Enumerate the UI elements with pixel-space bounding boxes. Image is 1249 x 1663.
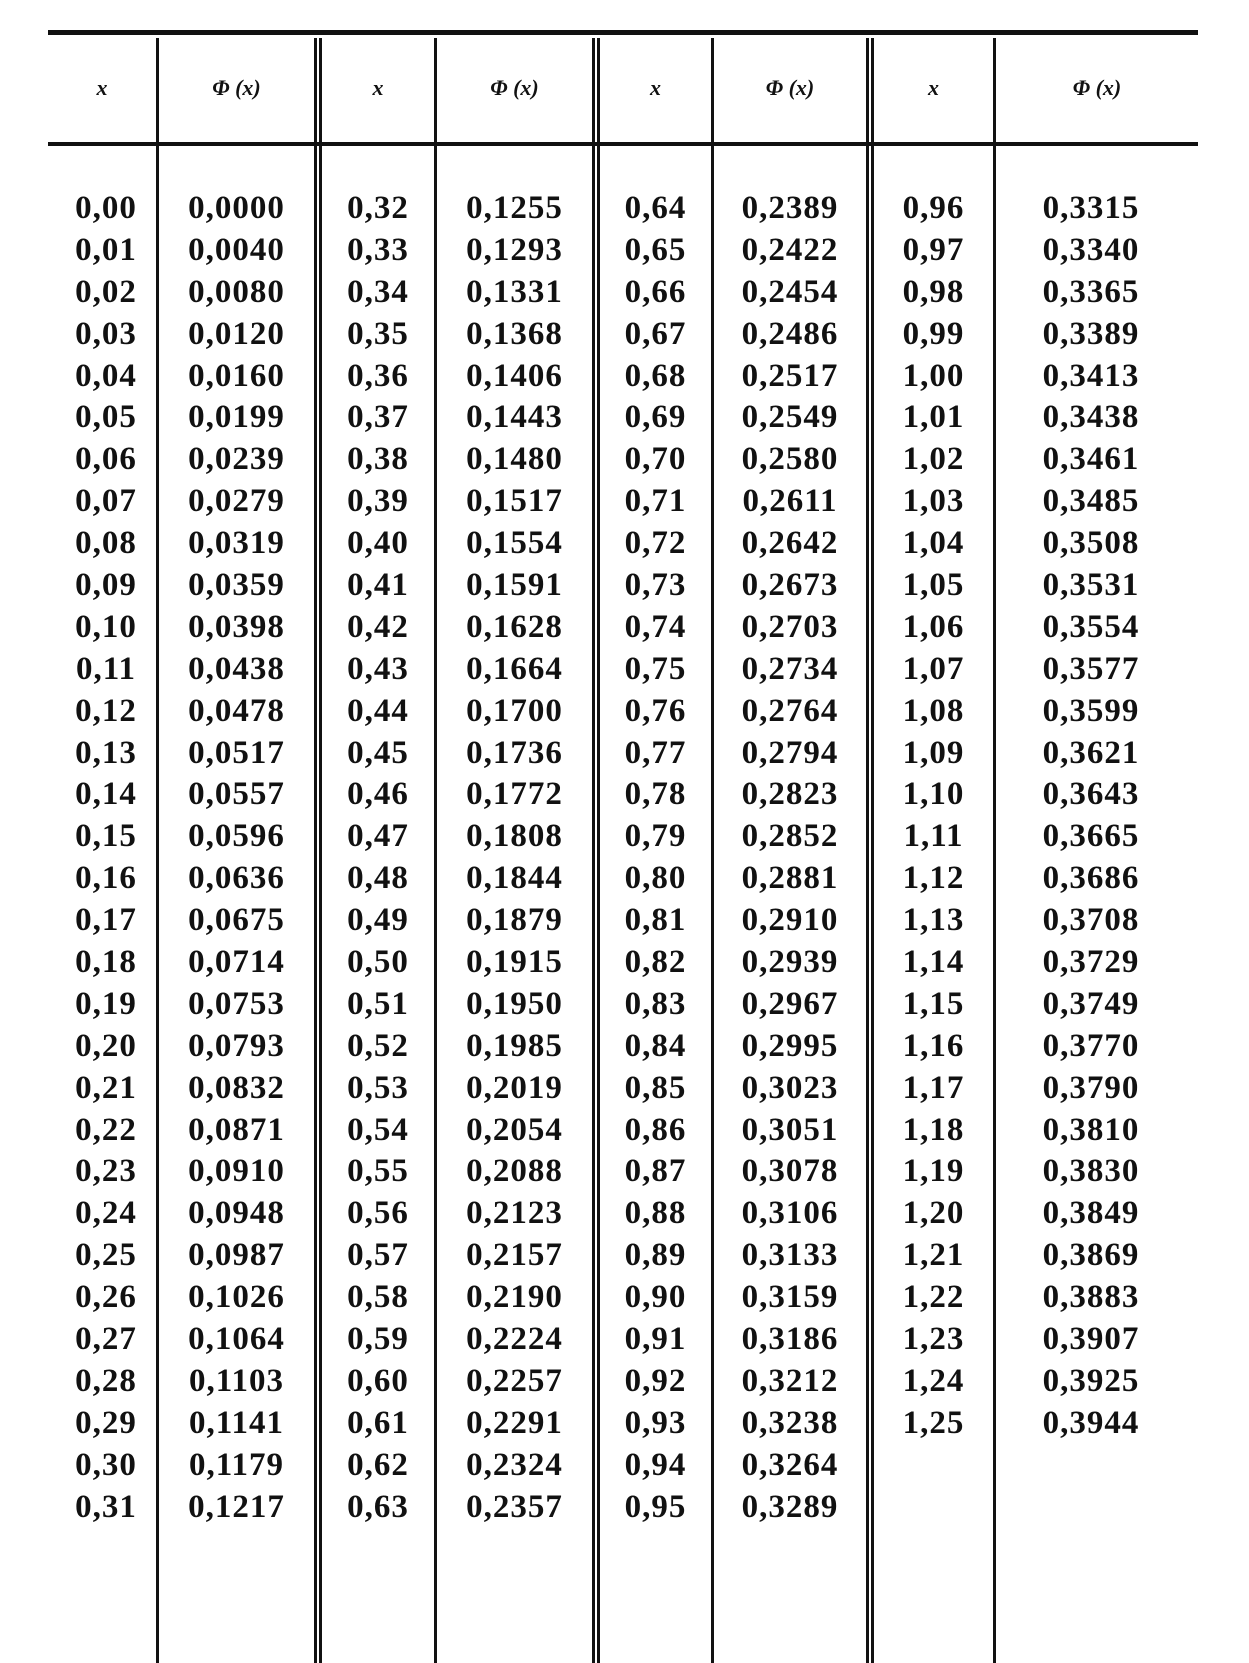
phi-value-cell: 0,1331: [466, 273, 563, 310]
x-value-cell: 1,22: [902, 1279, 965, 1316]
x-value-cell: 0,98: [902, 273, 965, 310]
phi-value-cell: 0,0557: [188, 776, 285, 813]
phi-value-cell: 0,1772: [466, 776, 563, 813]
x-value-cell: 0,43: [347, 650, 409, 687]
x-value-cell: 0,70: [624, 441, 687, 478]
phi-value-cell: 0,2995: [741, 1027, 839, 1064]
phi-value-cell: 0,2734: [741, 650, 839, 687]
x-value-cell: 0,75: [624, 650, 687, 687]
phi-value-cell: 0,1628: [466, 608, 563, 645]
phi-value-cell: 0,2910: [741, 902, 839, 939]
phi-value-cell: 0,0948: [188, 1195, 285, 1232]
phi-value-cell: 0,1915: [466, 944, 563, 981]
group-divider: [866, 38, 874, 1663]
phi-value-cell: 0,3790: [1042, 1069, 1140, 1106]
x-value-cell: 0,67: [624, 315, 687, 352]
x-value-cell: 0,50: [347, 944, 409, 981]
x-value-cell: 0,30: [75, 1446, 137, 1483]
x-value-cell: 0,37: [347, 399, 409, 436]
x-value-cell: 0,96: [902, 190, 965, 226]
phi-value-cell: 0,3289: [741, 1488, 839, 1525]
column-divider: [993, 38, 996, 1663]
phi-value-cell: 0,0478: [188, 692, 285, 729]
phi-value-cell: 0,0871: [188, 1111, 285, 1148]
phi-value-cell: 0,2881: [741, 860, 839, 897]
phi-value-cell: 0,3461: [1042, 441, 1140, 478]
x-value-cell: 1,11: [903, 818, 964, 855]
phi-value-cell: 0,2823: [741, 776, 839, 813]
phi-value-cell: 0,2852: [741, 818, 839, 855]
phi-value-cell: 0,3186: [741, 1321, 839, 1358]
x-value-cell: 0,99: [902, 315, 965, 352]
x-value-cell: 0,77: [624, 734, 687, 771]
phi-value-cell: 0,3340: [1042, 231, 1140, 268]
phi-value-cell: 0,0000: [188, 190, 285, 226]
x-value-cell: 0,78: [624, 776, 687, 813]
phi-value-cell: 0,2422: [741, 231, 839, 268]
header-x-1: x: [96, 75, 108, 100]
x-value-cell: 0,34: [347, 273, 409, 310]
column-x-3: [600, 188, 711, 1529]
phi-value-cell: 0,1808: [466, 818, 563, 855]
x-value-cell: 0,83: [624, 985, 687, 1022]
x-value-cell: 0,65: [624, 231, 687, 268]
phi-value-cell: 0,0636: [188, 860, 285, 897]
x-value-cell: 0,32: [347, 190, 409, 226]
phi-value-cell: 0,0793: [188, 1027, 285, 1064]
x-value-cell: 1,09: [902, 734, 965, 771]
phi-value-cell: 0,2939: [741, 944, 839, 981]
x-value-cell: 1,13: [902, 902, 965, 939]
x-value-cell: 0,26: [75, 1279, 137, 1316]
normal-distribution-table: [48, 30, 1198, 1663]
phi-value-cell: 0,1141: [189, 1404, 284, 1441]
phi-value-cell: 0,3159: [741, 1279, 839, 1316]
phi-value-cell: 0,3708: [1042, 902, 1140, 939]
phi-value-cell: 0,3212: [741, 1362, 839, 1399]
phi-value-cell: 0,0040: [188, 231, 285, 268]
phi-value-cell: 0,1255: [466, 190, 563, 226]
phi-value-cell: 0,2580: [741, 441, 839, 478]
phi-value-cell: 0,1443: [466, 399, 563, 436]
x-value-cell: 0,21: [75, 1069, 137, 1106]
x-value-cell: 1,05: [902, 567, 965, 604]
phi-value-cell: 0,3883: [1042, 1279, 1140, 1316]
phi-value-cell: 0,1517: [466, 483, 563, 520]
x-value-cell: 0,89: [624, 1237, 687, 1274]
x-value-cell: 0,01: [75, 231, 137, 268]
column-phi-2: [437, 188, 592, 1529]
x-value-cell: 0,02: [75, 273, 137, 310]
x-value-cell: 0,63: [347, 1488, 409, 1525]
phi-value-cell: 0,3389: [1042, 315, 1140, 352]
x-value-cell: 0,25: [75, 1237, 137, 1274]
phi-value-cell: 0,1217: [188, 1488, 285, 1525]
x-value-cell: 0,54: [347, 1111, 409, 1148]
phi-value-cell: 0,2517: [741, 357, 839, 394]
x-value-cell: 0,45: [347, 734, 409, 771]
phi-value-cell: 0,2019: [466, 1069, 563, 1106]
x-value-cell: 0,80: [624, 860, 687, 897]
phi-value-cell: 0,1736: [466, 734, 563, 771]
phi-value-cell: 0,0714: [188, 944, 285, 981]
x-value-cell: 0,92: [624, 1362, 687, 1399]
x-value-cell: 0,55: [347, 1153, 409, 1190]
x-value-cell: 0,35: [347, 315, 409, 352]
phi-value-cell: 0,1985: [466, 1027, 563, 1064]
phi-value-cell: 0,0160: [188, 357, 285, 394]
x-value-cell: 1,03: [902, 483, 965, 520]
x-value-cell: 1,07: [902, 650, 965, 687]
header-bottom-rule: [48, 142, 1198, 146]
x-value-cell: 0,14: [75, 776, 137, 813]
x-value-cell: 0,33: [347, 231, 409, 268]
phi-value-cell: 0,1368: [466, 315, 563, 352]
phi-value-cell: 0,3508: [1042, 525, 1140, 562]
x-value-cell: 1,23: [902, 1321, 965, 1358]
x-value-cell: 0,46: [347, 776, 409, 813]
phi-value-cell: 0,3051: [741, 1111, 839, 1148]
phi-value-cell: 0,3413: [1042, 357, 1140, 394]
x-value-cell: 1,20: [902, 1195, 965, 1232]
x-value-cell: 1,08: [902, 692, 965, 729]
x-value-cell: 1,16: [902, 1027, 965, 1064]
x-value-cell: 0,27: [75, 1321, 137, 1358]
phi-value-cell: 0,2764: [741, 692, 839, 729]
x-value-cell: 0,24: [75, 1195, 137, 1232]
x-value-cell: 0,12: [75, 692, 137, 729]
x-value-cell: 0,57: [347, 1237, 409, 1274]
phi-value-cell: 0,3133: [741, 1237, 839, 1274]
phi-value-cell: 0,3810: [1042, 1111, 1140, 1148]
phi-value-cell: 0,3869: [1042, 1237, 1140, 1274]
x-value-cell: 0,18: [75, 944, 137, 981]
phi-value-cell: 0,2549: [741, 399, 839, 436]
phi-value-cell: 0,1591: [466, 567, 563, 604]
header-x-3: x: [650, 75, 661, 100]
phi-value-cell: 0,1406: [466, 357, 563, 394]
x-value-cell: 1,17: [902, 1069, 965, 1106]
phi-value-cell: 0,1879: [466, 902, 563, 939]
x-value-cell: 0,04: [75, 357, 137, 394]
x-value-cell: 0,03: [75, 315, 137, 352]
x-value-cell: 0,00: [75, 190, 137, 226]
x-value-cell: 0,53: [347, 1069, 409, 1106]
x-value-cell: 0,23: [75, 1153, 137, 1190]
phi-value-cell: 0,3238: [741, 1404, 839, 1441]
phi-value-cell: 0,1950: [466, 985, 563, 1022]
phi-value-cell: 0,2486: [741, 315, 839, 352]
x-value-cell: 0,94: [624, 1446, 687, 1483]
phi-value-cell: 0,3925: [1042, 1362, 1140, 1399]
phi-value-cell: 0,0359: [188, 567, 285, 604]
x-value-cell: 0,60: [347, 1362, 409, 1399]
x-value-cell: 0,61: [347, 1404, 409, 1441]
phi-value-cell: 0,3078: [741, 1153, 839, 1190]
x-value-cell: 0,52: [347, 1027, 409, 1064]
phi-value-cell: 0,3770: [1042, 1027, 1140, 1064]
phi-value-cell: 0,1664: [466, 650, 563, 687]
group-divider: [592, 38, 600, 1663]
phi-value-cell: 0,2642: [741, 525, 839, 562]
x-value-cell: 1,21: [902, 1237, 965, 1274]
header-phi-2: Φ (x): [490, 75, 539, 100]
x-value-cell: 0,73: [624, 567, 687, 604]
header-phi-4: Φ (x): [1072, 75, 1122, 100]
phi-value-cell: 0,0319: [188, 525, 285, 562]
x-value-cell: 0,05: [75, 399, 137, 436]
x-value-cell: 1,15: [902, 985, 965, 1022]
x-value-cell: 1,04: [902, 525, 965, 562]
x-value-cell: 1,00: [902, 357, 965, 394]
x-value-cell: 0,88: [624, 1195, 687, 1232]
phi-value-cell: 0,2357: [466, 1488, 563, 1525]
x-value-cell: 0,10: [75, 608, 137, 645]
phi-value-cell: 0,2454: [741, 273, 839, 310]
header-x-2: x: [372, 75, 384, 100]
x-value-cell: 0,74: [624, 608, 687, 645]
phi-value-cell: 0,3944: [1042, 1404, 1140, 1441]
x-value-cell: 0,41: [347, 567, 409, 604]
x-value-cell: 0,11: [76, 650, 136, 687]
x-value-cell: 0,20: [75, 1027, 137, 1064]
phi-value-cell: 0,0120: [188, 315, 285, 352]
phi-value-cell: 0,1064: [188, 1321, 285, 1358]
x-value-cell: 1,01: [902, 399, 965, 436]
x-value-cell: 0,58: [347, 1279, 409, 1316]
x-value-cell: 0,19: [75, 985, 137, 1022]
x-value-cell: 0,38: [347, 441, 409, 478]
x-value-cell: 1,24: [902, 1362, 965, 1399]
phi-value-cell: 0,1844: [466, 860, 563, 897]
phi-value-cell: 0,2794: [741, 734, 839, 771]
x-value-cell: 0,86: [624, 1111, 687, 1148]
phi-value-cell: 0,3485: [1042, 483, 1140, 520]
header-phi-3: Φ (x): [765, 75, 815, 100]
phi-value-cell: 0,1700: [466, 692, 563, 729]
x-value-cell: 0,06: [75, 441, 137, 478]
x-value-cell: 0,56: [347, 1195, 409, 1232]
phi-value-cell: 0,3315: [1042, 190, 1140, 226]
phi-value-cell: 0,3643: [1042, 776, 1140, 813]
group-divider: [314, 38, 322, 1663]
x-value-cell: 0,95: [624, 1488, 687, 1525]
column-phi-4: [1006, 188, 1176, 1445]
phi-value-cell: 0,3907: [1042, 1321, 1140, 1358]
phi-value-cell: 0,1179: [189, 1446, 284, 1483]
x-value-cell: 0,79: [624, 818, 687, 855]
column-x-2: [322, 188, 434, 1529]
x-value-cell: 0,22: [75, 1111, 137, 1148]
x-value-cell: 0,49: [347, 902, 409, 939]
x-value-cell: 0,91: [624, 1321, 687, 1358]
x-value-cell: 1,02: [902, 441, 965, 478]
phi-value-cell: 0,2054: [466, 1111, 563, 1148]
phi-value-cell: 0,1480: [466, 441, 563, 478]
x-value-cell: 0,07: [75, 483, 137, 520]
x-value-cell: 0,16: [75, 860, 137, 897]
phi-value-cell: 0,2190: [466, 1279, 563, 1316]
x-value-cell: 0,81: [624, 902, 687, 939]
x-value-cell: 0,08: [75, 525, 137, 562]
phi-value-cell: 0,0675: [188, 902, 285, 939]
phi-value-cell: 0,1293: [466, 231, 563, 268]
phi-value-cell: 0,3577: [1042, 650, 1140, 687]
x-value-cell: 0,13: [75, 734, 137, 771]
phi-value-cell: 0,3438: [1042, 399, 1140, 436]
phi-value-cell: 0,3023: [741, 1069, 839, 1106]
phi-value-cell: 0,0279: [188, 483, 285, 520]
x-value-cell: 0,15: [75, 818, 137, 855]
phi-value-cell: 0,0398: [188, 608, 285, 645]
phi-value-cell: 0,2291: [466, 1404, 563, 1441]
phi-value-cell: 0,0910: [188, 1153, 285, 1190]
phi-value-cell: 0,3621: [1042, 734, 1140, 771]
x-value-cell: 0,59: [347, 1321, 409, 1358]
x-value-cell: 0,62: [347, 1446, 409, 1483]
phi-value-cell: 0,0832: [188, 1069, 285, 1106]
x-value-cell: 1,19: [902, 1153, 965, 1190]
x-value-cell: 0,51: [347, 985, 409, 1022]
phi-value-cell: 0,0199: [188, 399, 285, 436]
x-value-cell: 0,48: [347, 860, 409, 897]
phi-value-cell: 0,2324: [466, 1446, 563, 1483]
x-value-cell: 0,97: [902, 231, 965, 268]
x-value-cell: 0,17: [75, 902, 137, 939]
phi-value-cell: 0,2224: [466, 1321, 563, 1358]
phi-value-cell: 0,3365: [1042, 273, 1140, 310]
phi-value-cell: 0,1103: [189, 1362, 284, 1399]
x-value-cell: 0,28: [75, 1362, 137, 1399]
x-value-cell: 0,47: [347, 818, 409, 855]
phi-value-cell: 0,3554: [1042, 608, 1140, 645]
phi-value-cell: 0,2123: [466, 1195, 563, 1232]
column-phi-1: [159, 188, 314, 1529]
phi-value-cell: 0,3106: [741, 1195, 839, 1232]
x-value-cell: 0,31: [75, 1488, 137, 1525]
phi-value-cell: 0,3686: [1042, 860, 1140, 897]
phi-value-cell: 0,2257: [466, 1362, 563, 1399]
x-value-cell: 1,06: [902, 608, 965, 645]
phi-value-cell: 0,3830: [1042, 1153, 1140, 1190]
x-value-cell: 0,71: [624, 483, 687, 520]
phi-value-cell: 0,1026: [188, 1279, 285, 1316]
phi-value-cell: 0,3264: [741, 1446, 839, 1483]
phi-value-cell: 0,2703: [741, 608, 839, 645]
table-top-rule: [48, 30, 1198, 35]
phi-value-cell: 0,3599: [1042, 692, 1140, 729]
x-value-cell: 0,84: [624, 1027, 687, 1064]
x-value-cell: 0,09: [75, 567, 137, 604]
phi-value-cell: 0,2088: [466, 1153, 563, 1190]
phi-value-cell: 0,3729: [1042, 944, 1140, 981]
phi-value-cell: 0,3849: [1042, 1195, 1140, 1232]
x-value-cell: 0,64: [624, 190, 687, 226]
phi-value-cell: 0,0753: [188, 985, 285, 1022]
phi-value-cell: 0,3665: [1042, 818, 1140, 855]
x-value-cell: 1,18: [902, 1111, 965, 1148]
x-value-cell: 1,14: [902, 944, 965, 981]
header-x-4: x: [928, 75, 939, 100]
phi-value-cell: 0,2611: [742, 483, 838, 520]
x-value-cell: 0,68: [624, 357, 687, 394]
phi-value-cell: 0,1554: [466, 525, 563, 562]
phi-value-cell: 0,0987: [188, 1237, 285, 1274]
x-value-cell: 0,85: [624, 1069, 687, 1106]
x-value-cell: 0,39: [347, 483, 409, 520]
phi-value-cell: 0,0596: [188, 818, 285, 855]
x-value-cell: 0,69: [624, 399, 687, 436]
phi-value-cell: 0,2157: [466, 1237, 563, 1274]
x-value-cell: 0,76: [624, 692, 687, 729]
x-value-cell: 0,87: [624, 1153, 687, 1190]
header-phi-1: Φ (x): [212, 75, 261, 100]
phi-value-cell: 0,2673: [741, 567, 839, 604]
phi-value-cell: 0,3749: [1042, 985, 1140, 1022]
phi-value-cell: 0,0080: [188, 273, 285, 310]
x-value-cell: 0,72: [624, 525, 687, 562]
x-value-cell: 0,42: [347, 608, 409, 645]
x-value-cell: 0,82: [624, 944, 687, 981]
column-phi-3: [714, 188, 866, 1529]
x-value-cell: 1,12: [902, 860, 965, 897]
phi-value-cell: 0,2967: [741, 985, 839, 1022]
phi-value-cell: 0,0438: [188, 650, 285, 687]
x-value-cell: 0,29: [75, 1404, 137, 1441]
x-value-cell: 0,90: [624, 1279, 687, 1316]
phi-value-cell: 0,2389: [741, 190, 839, 226]
column-x-4: [874, 188, 993, 1445]
x-value-cell: 0,44: [347, 692, 409, 729]
x-value-cell: 0,66: [624, 273, 687, 310]
x-value-cell: 1,10: [902, 776, 965, 813]
column-x-1: [56, 188, 156, 1529]
x-value-cell: 0,93: [624, 1404, 687, 1441]
phi-value-cell: 0,3531: [1042, 567, 1140, 604]
x-value-cell: 0,40: [347, 525, 409, 562]
x-value-cell: 0,36: [347, 357, 409, 394]
phi-value-cell: 0,0239: [188, 441, 285, 478]
x-value-cell: 1,25: [902, 1404, 965, 1441]
phi-value-cell: 0,0517: [188, 734, 285, 771]
